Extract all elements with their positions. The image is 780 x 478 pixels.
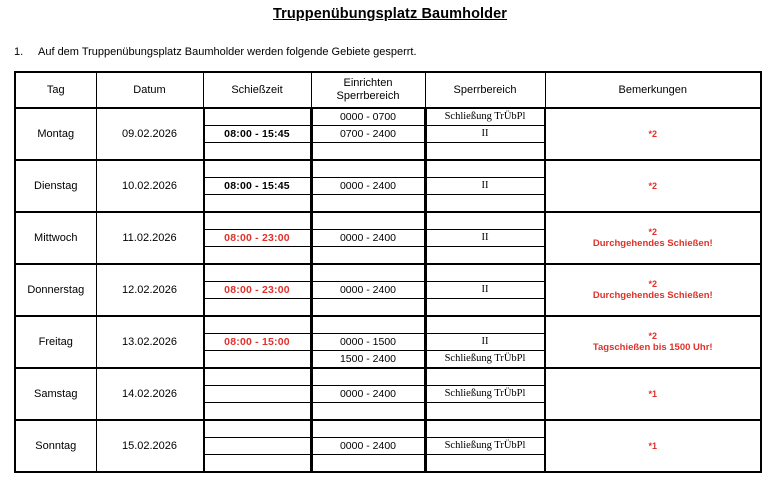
sub-row	[204, 213, 310, 230]
schiesszeit-value	[204, 143, 310, 160]
remark-content	[546, 128, 761, 140]
table-header	[15, 72, 761, 108]
einrichten-value	[312, 369, 424, 386]
sperrbereich-value: Schließung TrÜbPl	[426, 438, 544, 455]
cell-sperrbereich	[425, 212, 545, 264]
sperrbereich-value: II	[426, 334, 544, 351]
cell-sperrbereich	[425, 316, 545, 368]
cell-bemerkungen	[545, 160, 761, 212]
sub-rows	[426, 369, 545, 419]
einrichten-value	[312, 299, 424, 316]
sub-row	[204, 282, 310, 299]
sub-row	[204, 247, 310, 264]
sub-row	[204, 109, 310, 126]
sperrbereich-value	[426, 143, 544, 160]
einrichten-value: 0000 - 2400	[312, 438, 424, 455]
sub-row	[312, 351, 424, 368]
sub-rows	[426, 109, 545, 159]
schiesszeit-value: 08:00 - 23:00	[204, 282, 310, 299]
sub-row	[312, 386, 424, 403]
sub-row	[204, 455, 310, 472]
schiesszeit-value	[204, 195, 310, 212]
sub-row	[204, 369, 310, 386]
sub-rows	[312, 161, 425, 211]
sub-row	[312, 126, 424, 143]
cell-datum: 14.02.2026	[96, 368, 203, 420]
cell-datum: 15.02.2026	[96, 420, 203, 472]
cell-einrichten-sperrbereich	[311, 420, 425, 472]
sub-row	[426, 403, 544, 420]
sub-row	[204, 421, 310, 438]
einrichten-value: 0000 - 2400	[312, 282, 424, 299]
cell-bemerkungen	[545, 420, 761, 472]
schiesszeit-value: 08:00 - 15:45	[204, 178, 310, 195]
sub-row	[204, 317, 310, 334]
remark-footnote-marker: *2	[648, 278, 657, 289]
remark-content	[546, 388, 761, 400]
remark-note: Durchgehendes Schießen!	[592, 237, 713, 249]
column-header-sperrbereich: Sperrbereich	[425, 72, 545, 108]
document-title: Truppenübungsplatz Baumholder	[272, 6, 508, 22]
sperrbereich-value	[426, 317, 544, 334]
column-header-einrichten-sperrbereich	[311, 72, 425, 108]
einrichten-value: 0700 - 2400	[312, 126, 424, 143]
sub-row	[426, 126, 544, 143]
remark-content	[546, 440, 761, 452]
sperrbereich-value	[426, 455, 544, 472]
sub-row	[204, 265, 310, 282]
cell-schiesszeit	[203, 264, 311, 316]
table-header-row	[15, 72, 761, 108]
sub-rows	[426, 317, 545, 367]
sub-row	[312, 369, 424, 386]
einrichten-value	[312, 247, 424, 264]
sub-row	[312, 213, 424, 230]
sub-row	[426, 143, 544, 160]
schiesszeit-value	[204, 421, 310, 438]
remark-footnote-marker: *1	[648, 440, 657, 451]
cell-bemerkungen	[545, 264, 761, 316]
cell-sperrbereich	[425, 368, 545, 420]
sub-rows	[312, 213, 425, 263]
table-row	[15, 420, 761, 472]
cell-schiesszeit	[203, 108, 311, 160]
sub-row	[312, 178, 424, 195]
table-row	[15, 212, 761, 264]
einrichten-value: 0000 - 2400	[312, 386, 424, 403]
sperrbereich-value	[426, 265, 544, 282]
sub-row	[426, 438, 544, 455]
einrichten-value	[312, 213, 424, 230]
cell-schiesszeit	[203, 368, 311, 420]
sub-rows	[312, 109, 425, 159]
cell-einrichten-sperrbereich	[311, 108, 425, 160]
schiesszeit-value	[204, 161, 310, 178]
schiesszeit-value	[204, 386, 310, 403]
remark-footnote-marker: *2	[648, 180, 657, 191]
sub-row	[426, 334, 544, 351]
schiesszeit-value: 08:00 - 23:00	[204, 230, 310, 247]
cell-tag: Mittwoch	[15, 212, 96, 264]
sub-row	[312, 455, 424, 472]
sub-row	[426, 109, 544, 126]
schiesszeit-value	[204, 247, 310, 264]
einrichten-value	[312, 161, 424, 178]
sub-row	[426, 178, 544, 195]
schiesszeit-value	[204, 403, 310, 420]
schiesszeit-value: 08:00 - 15:45	[204, 126, 310, 143]
sub-row	[426, 421, 544, 438]
sperrbereich-value	[426, 403, 544, 420]
sub-row	[312, 403, 424, 420]
einrichten-value	[312, 421, 424, 438]
cell-einrichten-sperrbereich	[311, 316, 425, 368]
cell-tag: Freitag	[15, 316, 96, 368]
schiesszeit-value: 08:00 - 15:00	[204, 334, 310, 351]
sub-row	[312, 334, 424, 351]
sub-row	[312, 282, 424, 299]
einrichten-value: 0000 - 1500	[312, 334, 424, 351]
table-row	[15, 316, 761, 368]
column-header-tag: Tag	[15, 72, 96, 108]
cell-tag: Donnerstag	[15, 264, 96, 316]
sperrbereich-value: II	[426, 178, 544, 195]
einrichten-value: 0000 - 0700	[312, 109, 424, 126]
sub-row	[426, 351, 544, 368]
sub-row	[426, 299, 544, 316]
sperrbereich-value	[426, 247, 544, 264]
sub-row	[312, 143, 424, 160]
sub-row	[204, 351, 310, 368]
sperrbereich-value: Schließung TrÜbPl	[426, 351, 544, 368]
sub-rows	[426, 421, 545, 471]
sub-row	[426, 282, 544, 299]
schedule-table	[14, 71, 762, 473]
sub-rows	[312, 317, 425, 367]
sub-row	[312, 247, 424, 264]
sperrbereich-value: II	[426, 126, 544, 143]
einrichten-value	[312, 317, 424, 334]
sub-row	[312, 421, 424, 438]
remark-content	[546, 180, 761, 192]
sub-row	[312, 438, 424, 455]
sub-row	[426, 369, 544, 386]
cell-bemerkungen	[545, 108, 761, 160]
cell-schiesszeit	[203, 160, 311, 212]
column-header-datum: Datum	[96, 72, 203, 108]
remark-content	[546, 226, 761, 251]
sub-row	[204, 161, 310, 178]
sub-row	[312, 230, 424, 247]
cell-einrichten-sperrbereich	[311, 368, 425, 420]
sub-row	[204, 195, 310, 212]
sperrbereich-value	[426, 369, 544, 386]
sperrbereich-value: Schließung TrÜbPl	[426, 109, 544, 126]
column-header-bemerkungen: Bemerkungen	[545, 72, 761, 108]
cell-datum: 12.02.2026	[96, 264, 203, 316]
cell-schiesszeit	[203, 316, 311, 368]
sperrbereich-value	[426, 195, 544, 212]
cell-bemerkungen	[545, 316, 761, 368]
intro-list-number: 1.	[14, 46, 24, 58]
cell-bemerkungen	[545, 212, 761, 264]
cell-sperrbereich	[425, 264, 545, 316]
sub-row	[204, 403, 310, 420]
sperrbereich-value: II	[426, 230, 544, 247]
sub-rows	[204, 369, 311, 419]
remark-content	[546, 330, 761, 355]
cell-sperrbereich	[425, 160, 545, 212]
sub-row	[426, 317, 544, 334]
table-body	[15, 108, 761, 472]
remark-footnote-marker: *1	[648, 388, 657, 399]
schiesszeit-value	[204, 299, 310, 316]
schiesszeit-value	[204, 317, 310, 334]
sub-row	[312, 265, 424, 282]
sub-row	[426, 195, 544, 212]
remark-footnote-marker: *2	[648, 226, 657, 237]
cell-datum: 10.02.2026	[96, 160, 203, 212]
einrichten-value	[312, 403, 424, 420]
sub-row	[426, 265, 544, 282]
einrichten-value: 1500 - 2400	[312, 351, 424, 368]
remark-footnote-marker: *2	[648, 128, 657, 139]
einrichten-value: 0000 - 2400	[312, 230, 424, 247]
sperrbereich-value	[426, 421, 544, 438]
cell-datum: 09.02.2026	[96, 108, 203, 160]
sperrbereich-value: II	[426, 282, 544, 299]
schedule-table-container	[14, 71, 760, 473]
cell-tag: Dienstag	[15, 160, 96, 212]
remark-note: Tagschießen bis 1500 Uhr!	[592, 341, 713, 353]
schiesszeit-value	[204, 369, 310, 386]
sub-row	[312, 195, 424, 212]
sub-row	[312, 161, 424, 178]
intro-paragraph	[0, 22, 780, 58]
schiesszeit-value	[204, 351, 310, 368]
sub-row	[204, 386, 310, 403]
sub-row	[426, 455, 544, 472]
einrichten-value	[312, 143, 424, 160]
cell-einrichten-sperrbereich	[311, 264, 425, 316]
sperrbereich-value	[426, 299, 544, 316]
sub-rows	[204, 213, 311, 263]
cell-sperrbereich	[425, 420, 545, 472]
sub-row	[426, 230, 544, 247]
cell-einrichten-sperrbereich	[311, 212, 425, 264]
intro-list-text: Auf dem Truppenübungsplatz Baumholder werden folgende Gebiete gesperrt.	[38, 46, 417, 58]
cell-tag: Sonntag	[15, 420, 96, 472]
sperrbereich-value	[426, 213, 544, 230]
table-row	[15, 264, 761, 316]
sub-row	[426, 161, 544, 178]
cell-tag: Montag	[15, 108, 96, 160]
cell-datum: 11.02.2026	[96, 212, 203, 264]
column-header-einrichten-line1: Einrichten	[343, 77, 393, 90]
sub-row	[204, 438, 310, 455]
cell-bemerkungen	[545, 368, 761, 420]
remark-content	[546, 278, 761, 303]
sub-row	[426, 213, 544, 230]
sub-rows	[312, 369, 425, 419]
schiesszeit-value	[204, 109, 310, 126]
sub-rows	[204, 109, 311, 159]
einrichten-value	[312, 265, 424, 282]
cell-schiesszeit	[203, 420, 311, 472]
cell-sperrbereich	[425, 108, 545, 160]
sub-rows	[426, 265, 545, 315]
cell-einrichten-sperrbereich	[311, 160, 425, 212]
sub-rows	[312, 265, 425, 315]
sperrbereich-value: Schließung TrÜbPl	[426, 386, 544, 403]
einrichten-value	[312, 195, 424, 212]
cell-schiesszeit	[203, 212, 311, 264]
sub-rows	[426, 161, 545, 211]
sub-row	[426, 247, 544, 264]
sub-row	[204, 334, 310, 351]
table-row	[15, 160, 761, 212]
remark-footnote-marker: *2	[648, 330, 657, 341]
column-header-einrichten-line2: Sperrbereich	[336, 90, 400, 102]
sperrbereich-value	[426, 161, 544, 178]
sub-rows	[204, 265, 311, 315]
sub-row	[312, 317, 424, 334]
sub-row	[312, 109, 424, 126]
table-row	[15, 368, 761, 420]
sub-row	[204, 230, 310, 247]
sub-row	[312, 299, 424, 316]
sub-rows	[204, 421, 311, 471]
column-header-schiesszeit: Schießzeit	[203, 72, 311, 108]
table-row	[15, 108, 761, 160]
sub-row	[204, 126, 310, 143]
sub-row	[426, 386, 544, 403]
sub-row	[204, 299, 310, 316]
schiesszeit-value	[204, 455, 310, 472]
schiesszeit-value	[204, 213, 310, 230]
sub-row	[204, 178, 310, 195]
schiesszeit-value	[204, 265, 310, 282]
sub-rows	[204, 317, 311, 367]
schiesszeit-value	[204, 438, 310, 455]
cell-datum: 13.02.2026	[96, 316, 203, 368]
sub-row	[204, 143, 310, 160]
sub-rows	[426, 213, 545, 263]
cell-tag: Samstag	[15, 368, 96, 420]
sub-rows	[312, 421, 425, 471]
remark-note: Durchgehendes Schießen!	[592, 289, 713, 301]
sub-rows	[204, 161, 311, 211]
einrichten-value: 0000 - 2400	[312, 178, 424, 195]
einrichten-value	[312, 455, 424, 472]
